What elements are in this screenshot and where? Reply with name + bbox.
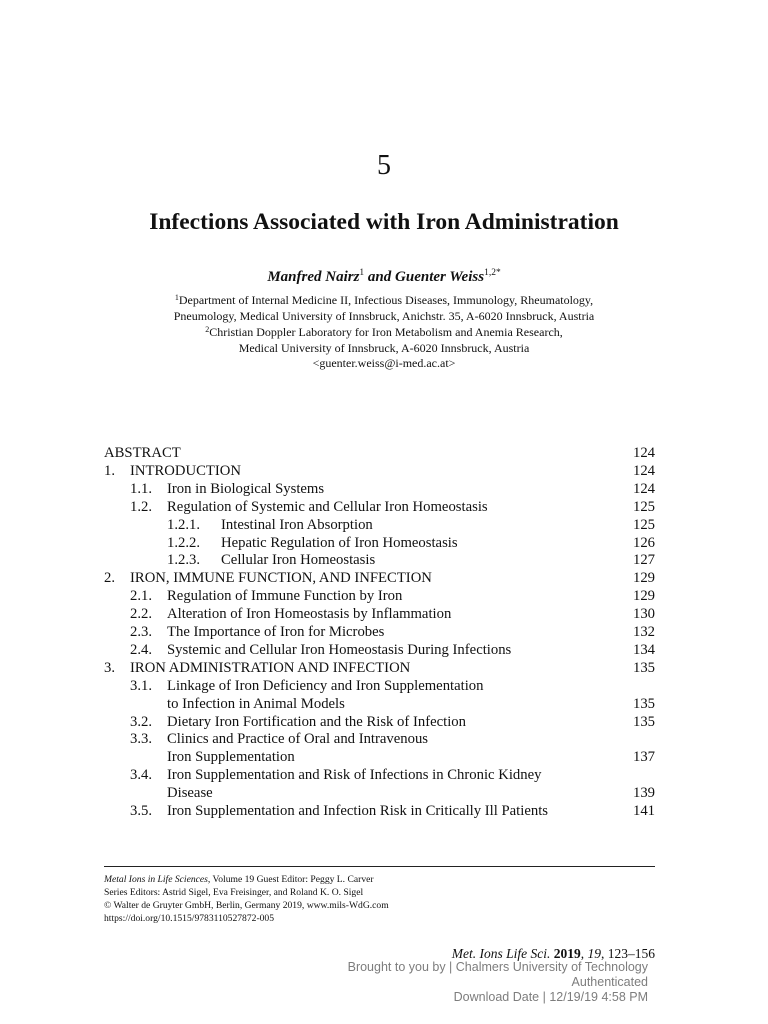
toc-entry-number: 3.5. [130, 803, 153, 819]
series-title: Metal Ions in Life Sciences, [104, 874, 211, 885]
toc-entry-number: 2. [104, 570, 116, 587]
watermark-line-1: Brought to you by | Chalmers University of Technology [347, 960, 648, 974]
toc-entry-number: 2.1. [130, 588, 153, 605]
affiliation-1-mark: 1 [174, 293, 179, 302]
toc-entry-number: 1.1. [130, 480, 153, 497]
copyright-line: © Walter de Gruyter GmbH, Berlin, Germany 2019, www.mils-WdG.com [104, 900, 389, 911]
toc-entry-page: 129 [632, 588, 655, 605]
affiliation-1-line-2: Pneumology, Medical University of Innsbruck, Anichstr. 35, A-6020 Innsbruck, Austria [173, 308, 595, 323]
toc-entry[interactable] [104, 569, 655, 587]
toc-entry[interactable] [104, 498, 655, 516]
journal-citation: Met. Ions Life Sci. 2019, 19, 123–156 [451, 946, 655, 961]
toc-entry-page: 127 [632, 552, 655, 569]
toc-entry[interactable] [104, 551, 655, 569]
toc-entry-title: Cellular Iron Homeostasis [221, 552, 376, 569]
toc-entry-page: 126 [632, 534, 655, 551]
toc-entry-page: 141 [632, 803, 655, 819]
toc-entry-number: 2.2. [130, 606, 153, 623]
toc-entry-number: 1.2. [130, 498, 153, 515]
toc-entry-page: 135 [632, 659, 655, 676]
toc-entry-page: 129 [632, 570, 655, 587]
toc-entry-page: 124 [632, 445, 655, 461]
watermark-line-2: Authenticated [571, 975, 648, 989]
toc-entry-number: 3.4. [130, 767, 153, 784]
author-2-affiliation-mark: 1,2* [484, 268, 501, 278]
toc-entry-page: 124 [632, 462, 655, 479]
toc-entry-title: Systemic and Cellular Iron Homeostasis During Infections [167, 641, 512, 658]
citation-year: 2019 [553, 946, 581, 961]
toc-entry-title: Intestinal Iron Absorption [221, 516, 373, 533]
toc-entry-number: 1.2.1. [167, 516, 201, 533]
citation-volume: 19 [587, 946, 601, 961]
chapter-title: Infections Associated with Iron Administration [149, 209, 619, 235]
toc-entry-title: The Importance of Iron for Microbes [167, 624, 385, 640]
toc-entry[interactable] [104, 641, 655, 659]
toc-entry-page: 130 [632, 606, 655, 623]
toc-entry-title: Iron Supplementation [167, 749, 295, 766]
toc-entry-number: 3.3. [130, 731, 153, 748]
toc-entry-page: 125 [632, 498, 655, 515]
affiliation-1 [0, 290, 768, 324]
toc-entry[interactable] [104, 766, 655, 784]
toc-entry[interactable] [104, 659, 655, 677]
series-editors: Series Editors: Astrid Sigel, Eva Freisinger, and Roland K. O. Sigel [104, 887, 364, 898]
toc-entry-number: 1. [104, 462, 116, 479]
toc-entry[interactable] [104, 713, 655, 731]
toc-entry[interactable] [104, 730, 655, 748]
toc-entry-number: 2.3. [130, 624, 153, 640]
toc-entry-title: Disease [167, 785, 213, 802]
toc-entry-page: 125 [632, 516, 655, 533]
toc-entry-title: Linkage of Iron Deficiency and Iron Supplementation [167, 677, 484, 694]
author-1-affiliation-mark: 1 [359, 268, 365, 278]
toc-entry-title: Iron Supplementation and Risk of Infections in Chronic Kidney [167, 767, 542, 784]
corresponding-email[interactable]: <guenter.weiss@i-med.ac.at> [312, 356, 456, 370]
citation-pages: , 123–156 [601, 946, 655, 961]
toc-entry[interactable] [104, 587, 655, 605]
author-and: and [367, 269, 392, 285]
toc-entry-title: Alteration of Iron Homeostasis by Inflammation [167, 606, 452, 623]
affiliation-2 [0, 322, 768, 372]
toc-entry[interactable] [104, 516, 655, 534]
toc-entry-title: Hepatic Regulation of Iron Homeostasis [221, 534, 458, 551]
affiliation-2-line-1: Christian Doppler Laboratory for Iron Metabolism and Anemia Research, [209, 325, 563, 339]
toc-entry-number: 3. [104, 659, 116, 676]
footer-divider [104, 866, 655, 867]
author-1-name: Manfred Nairz [267, 269, 360, 285]
toc-entry-title: to Infection in Animal Models [167, 695, 345, 712]
toc-entry[interactable] [104, 677, 655, 695]
citation-journal: Met. Ions Life Sci. [451, 946, 551, 961]
toc-entry[interactable] [104, 784, 655, 802]
toc-entry-number: 3.2. [130, 713, 153, 730]
toc-entry-title: Iron Supplementation and Infection Risk in Critically Ill Patients [167, 803, 548, 819]
toc-entry-title: Iron in Biological Systems [167, 480, 325, 497]
toc-entry[interactable] [104, 695, 655, 713]
toc-entry-page: 134 [632, 641, 655, 658]
toc-entry-page: 135 [632, 713, 655, 730]
toc-entry[interactable] [104, 444, 655, 462]
toc-entry[interactable] [104, 534, 655, 552]
toc-entry[interactable] [104, 802, 655, 820]
toc-entry-page: 139 [632, 785, 655, 802]
author-2-name: Guenter Weiss [395, 269, 485, 285]
toc-entry-number: 3.1. [130, 677, 153, 694]
toc-entry-title: ABSTRACT [104, 445, 181, 461]
toc-entry-number: 1.2.2. [167, 534, 201, 551]
toc-entry[interactable] [104, 623, 655, 641]
watermark-line-3: Download Date | 12/19/19 4:58 PM [453, 990, 648, 1004]
toc-entry[interactable] [104, 605, 655, 623]
toc-entry-number: 1.2.3. [167, 552, 201, 569]
toc-entry[interactable] [104, 462, 655, 480]
toc-entry-page: 132 [632, 624, 655, 640]
series-volume-editor: Volume 19 Guest Editor: Peggy L. Carver [210, 874, 374, 885]
affiliation-1-line-1: Department of Internal Medicine II, Infectious Diseases, Immunology, Rheumatology, [178, 293, 594, 307]
toc-entry-page: 137 [632, 749, 655, 766]
toc-entry-page: 124 [632, 480, 655, 497]
affiliation-2-line-2: Medical University of Innsbruck, A-6020 Innsbruck, Austria [238, 340, 530, 355]
doi-link[interactable]: https://doi.org/10.1515/9783110527872-005 [104, 913, 275, 924]
toc-entry-number: 2.4. [130, 641, 153, 658]
toc-entry-title: Clinics and Practice of Oral and Intravenous [167, 731, 429, 748]
series-line [104, 874, 374, 886]
toc-entry-page: 135 [632, 695, 655, 712]
toc-entry-title: IRON, IMMUNE FUNCTION, AND INFECTION [130, 570, 432, 587]
affiliation-2-mark: 2 [205, 325, 210, 334]
toc-entry-title: Regulation of Systemic and Cellular Iron Homeostasis [167, 498, 488, 515]
toc-entry-title: IRON ADMINISTRATION AND INFECTION [130, 659, 411, 676]
toc-entry[interactable] [104, 480, 655, 498]
authors [0, 262, 768, 288]
toc-entry-title: INTRODUCTION [130, 462, 241, 479]
chapter-number: 5 [377, 150, 391, 181]
toc-entry-title: Regulation of Immune Function by Iron [167, 588, 403, 605]
toc-entry-title: Dietary Iron Fortification and the Risk of Infection [167, 713, 466, 730]
toc-entry[interactable] [104, 748, 655, 766]
